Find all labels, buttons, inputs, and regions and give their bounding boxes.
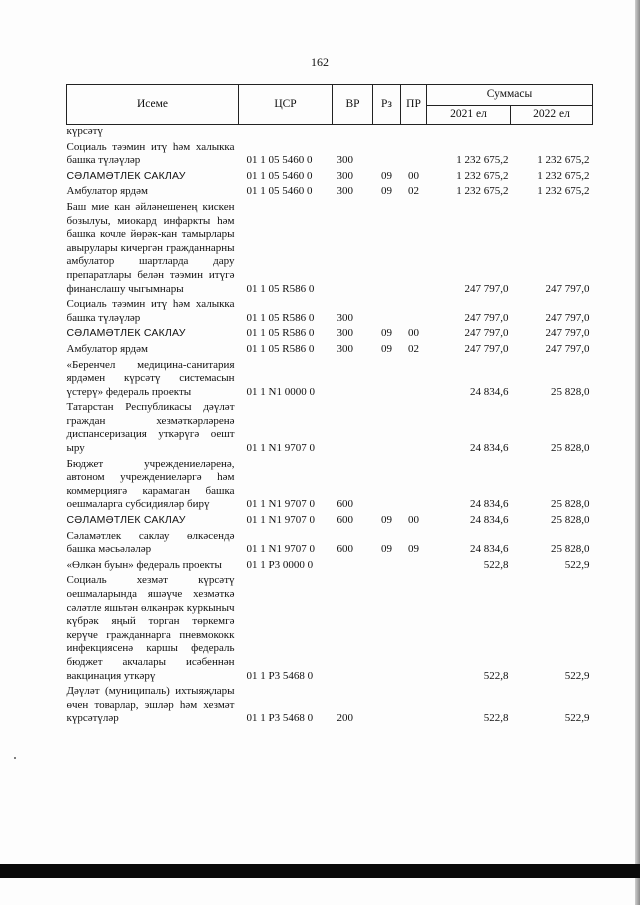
cell-vr: 300	[336, 185, 353, 198]
cell-y2: 247 797,0	[545, 327, 590, 340]
cell-name: Сәламәтлек саклау өлкәсендә башка мәсьәләләр	[66, 529, 235, 556]
cell-y1: 24 834,6	[470, 385, 509, 398]
cell-name: Амбулатор ярдәм	[66, 185, 148, 198]
table-row	[67, 325, 593, 341]
cell-rz	[373, 139, 401, 168]
cell-csr: 01 1 05 R586 0	[246, 311, 315, 324]
cell-pr: 02	[408, 185, 419, 198]
cell-y2: 522,9	[564, 669, 590, 682]
cell-vr	[333, 199, 373, 296]
scan-right-edge	[635, 0, 640, 905]
cell-name: Социаль хезмәт күрсәтү оешмаларында яшәүче хезмәткә сәләтле яшьтән өлкәнрәк куркыныч күбрәк яңый торган төркемгә керүче гражданнарга пневмококк инфекциясенә каршы федераль бюджет акчалары исәбеннән вакцинация уткәрү	[66, 574, 235, 682]
cell-rz	[373, 683, 401, 726]
cell-y1: 24 834,6	[470, 543, 509, 556]
cell-csr: 01 1 05 R586 0	[246, 342, 315, 355]
cell-rz	[373, 399, 401, 455]
cell-name: «Беренчел медицина-санитария ярдәмен күрсәтү системасын үстерү» федераль проекты	[66, 358, 235, 398]
cell-vr	[333, 399, 373, 455]
cell-csr: 01 1 N1 9707 0	[246, 498, 315, 511]
cell-vr	[333, 125, 373, 139]
cell-rz	[373, 456, 401, 512]
table-row	[67, 557, 593, 573]
cell-vr: 200	[336, 712, 353, 725]
table-row	[67, 456, 593, 512]
cell-name: күрсәтү	[66, 125, 103, 137]
header-sums: Суммасы	[427, 85, 593, 106]
cell-rz: 09	[381, 169, 392, 182]
cell-y2: 247 797,0	[545, 311, 590, 324]
cell-vr: 300	[336, 311, 353, 324]
cell-rz	[373, 199, 401, 296]
cell-vr	[333, 357, 373, 400]
cell-y1: 247 797,0	[464, 327, 509, 340]
cell-name: Социаль тәэмин итү һәм халыкка башка түләүләр	[66, 298, 235, 324]
cell-csr: 01 1 05 5460 0	[246, 154, 313, 167]
cell-name: Амбулатор ярдәм	[66, 342, 148, 355]
scan-bottom-band	[0, 864, 640, 878]
cell-pr	[401, 683, 427, 726]
table-row	[67, 183, 593, 199]
cell-name: Социаль тәэмин итү һәм халыкка башка түләүләр	[66, 140, 235, 167]
table-row	[67, 683, 593, 726]
cell-y2: 25 828,0	[551, 442, 590, 455]
cell-pr	[401, 557, 427, 573]
cell-y1: 522,8	[483, 558, 509, 571]
cell-name: СӘЛАМӘТЛЕК САКЛАУ	[66, 514, 186, 527]
cell-csr: 01 1 P3 5468 0	[246, 669, 314, 682]
table-row	[67, 572, 593, 683]
cell-pr: 00	[408, 169, 419, 182]
header-csr: ЦСР	[239, 85, 333, 125]
cell-vr: 600	[336, 543, 353, 556]
cell-csr: 01 1 05 5460 0	[246, 185, 313, 198]
cell-y2: 1 232 675,2	[537, 169, 590, 182]
budget-table-container	[66, 84, 592, 726]
cell-y2: 522,9	[564, 558, 590, 571]
cell-y1: 247 797,0	[464, 342, 509, 355]
cell-rz: 09	[381, 185, 392, 198]
cell-y2: 25 828,0	[551, 543, 590, 556]
cell-y1	[427, 125, 511, 139]
cell-name: Дәүләт (муниципаль) ихтыяҗлары өчен товарлар, эшләр һәм хезмәт күрсәтүләр	[66, 685, 235, 725]
table-row	[67, 528, 593, 557]
cell-y2	[511, 125, 593, 139]
cell-rz: 09	[381, 327, 392, 340]
cell-rz	[373, 557, 401, 573]
header-vr: ВР	[333, 85, 373, 125]
cell-vr: 300	[336, 327, 353, 340]
cell-vr: 300	[336, 342, 353, 355]
cell-name: «Өлкән буын» федераль проекты	[66, 558, 222, 571]
cell-y1: 24 834,6	[470, 442, 509, 455]
cell-pr	[401, 296, 427, 325]
header-name: Исеме	[67, 85, 239, 125]
cell-y1: 522,8	[483, 712, 509, 725]
cell-rz: 09	[381, 543, 392, 556]
cell-pr: 00	[408, 514, 419, 527]
cell-y1: 247 797,0	[464, 311, 509, 324]
cell-csr: 01 1 N1 9707 0	[246, 442, 315, 455]
cell-y1: 247 797,0	[464, 282, 509, 295]
table-row	[67, 357, 593, 400]
cell-rz: 09	[381, 514, 392, 527]
cell-y1: 24 834,6	[470, 498, 509, 511]
cell-pr	[401, 125, 427, 139]
cell-csr: 01 1 05 R586 0	[246, 282, 315, 295]
cell-vr: 300	[336, 169, 353, 182]
table-row	[67, 399, 593, 455]
table-row	[67, 139, 593, 168]
cell-rz	[373, 357, 401, 400]
cell-rz	[373, 125, 401, 139]
cell-rz	[373, 296, 401, 325]
cell-y1: 1 232 675,2	[456, 169, 509, 182]
cell-csr: 01 1 N1 9707 0	[246, 543, 315, 556]
cell-pr	[401, 199, 427, 296]
cell-csr	[239, 125, 333, 139]
cell-pr	[401, 357, 427, 400]
cell-y1: 1 232 675,2	[456, 185, 509, 198]
cell-pr: 00	[408, 327, 419, 340]
header-year-2022: 2022 ел	[511, 106, 593, 125]
table-row	[67, 199, 593, 296]
cell-y2: 1 232 675,2	[537, 185, 590, 198]
cell-pr: 09	[408, 543, 419, 556]
page-number: 162	[311, 55, 329, 69]
cell-vr: 600	[336, 498, 353, 511]
cell-csr: 01 1 P3 5468 0	[246, 712, 314, 725]
cell-pr	[401, 456, 427, 512]
cell-name: Татарстан Республикасы дәүләт граждан хезмәткәрләренә диспансеризация уткәрүгә оешт​ыру	[66, 401, 235, 455]
cell-pr	[401, 572, 427, 683]
table-header	[67, 85, 593, 125]
cell-pr	[401, 139, 427, 168]
cell-name: Бюджет учреждениеләренә, автоном учреждениеләргә һәм коммерциягә карамаган башка оешмаларга субсидияләр бирү	[66, 457, 235, 511]
table-row	[67, 341, 593, 357]
cell-y2: 25 828,0	[551, 385, 590, 398]
cell-csr: 01 1 P3 0000 0	[246, 558, 314, 571]
cell-y2: 247 797,0	[545, 342, 590, 355]
cell-pr	[401, 399, 427, 455]
cell-rz: 09	[381, 342, 392, 355]
cell-y2: 522,9	[564, 712, 590, 725]
cell-y2: 25 828,0	[551, 498, 590, 511]
cell-name: СӘЛАМӘТЛЕК САКЛАУ	[66, 169, 186, 182]
cell-name: Баш мие кан әйләнешенең кискен бозылуы, миокард инфаркты һәм башка кочле йөрәк-кан тамырлары авырулары кичергән гражданнарны амбулатор шартларда дару препаратлары белән тәэмин итүгә финанслашу чыгымнары	[66, 200, 235, 295]
table-body	[67, 125, 593, 726]
cell-csr: 01 1 05 5460 0	[246, 169, 313, 182]
scan-speck	[14, 757, 16, 759]
cell-vr: 600	[336, 514, 353, 527]
table-row	[67, 125, 593, 139]
cell-csr: 01 1 N1 9707 0	[246, 514, 315, 527]
cell-y1: 24 834,6	[470, 514, 509, 527]
table-row	[67, 512, 593, 528]
cell-y1: 522,8	[483, 669, 509, 682]
cell-pr: 02	[408, 342, 419, 355]
cell-vr	[333, 572, 373, 683]
header-rz: Рз	[373, 85, 401, 125]
table-row	[67, 168, 593, 184]
table-row	[67, 296, 593, 325]
header-pr: ПР	[401, 85, 427, 125]
header-year-2021: 2021 ел	[427, 106, 511, 125]
cell-vr: 300	[336, 154, 353, 167]
cell-rz	[373, 572, 401, 683]
cell-y2: 1 232 675,2	[537, 154, 590, 167]
cell-y2: 247 797,0	[545, 282, 590, 295]
cell-vr	[333, 557, 373, 573]
cell-name: СӘЛАМӘТЛЕК САКЛАУ	[66, 327, 186, 340]
cell-csr: 01 1 N1 0000 0	[246, 385, 315, 398]
budget-table	[66, 84, 593, 726]
cell-y2: 25 828,0	[551, 514, 590, 527]
cell-csr: 01 1 05 R586 0	[246, 327, 315, 340]
cell-y1: 1 232 675,2	[456, 154, 509, 167]
